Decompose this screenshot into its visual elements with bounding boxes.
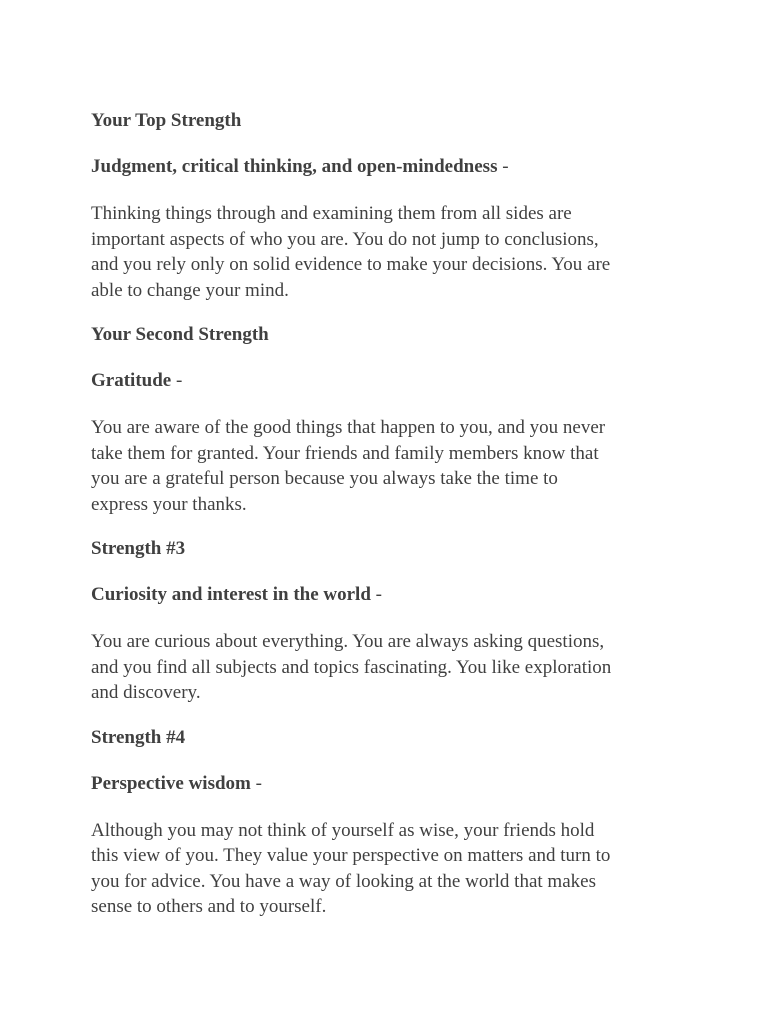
section-heading: Your Top Strength — [91, 110, 242, 131]
strength-name: Curiosity and interest in the world — [91, 584, 371, 605]
description-line: you for advice. You have a way of looking at the world that makes — [91, 870, 596, 892]
description-line: and you rely only on solid evidence to make your decisions. You are — [91, 254, 611, 275]
description-line: you are a grateful person because you always take the time to — [91, 468, 558, 489]
strength-description — [91, 629, 691, 706]
document-page — [91, 109, 691, 940]
section-heading: Your Second Strength — [91, 324, 269, 345]
description-line: You are aware of the good things that happen to you, and you never — [91, 417, 606, 438]
strength-title — [91, 772, 691, 796]
strength-dash: - — [250, 772, 262, 794]
strength-dash: - — [497, 156, 509, 177]
description-line: sense to others and to yourself. — [91, 896, 327, 917]
strength-name: Gratitude — [91, 370, 172, 391]
description-line: You are curious about everything. You are always asking questions, — [91, 631, 605, 652]
strength-section-4 — [91, 726, 691, 920]
strength-description — [91, 415, 691, 517]
description-line: Thinking things through and examining them from all sides are — [91, 203, 572, 224]
description-line: express your thanks. — [91, 493, 247, 515]
description-line: important aspects of who you are. You do not jump to conclusions, — [91, 228, 599, 250]
strength-name: Perspective wisdom — [91, 772, 251, 794]
strength-section-3 — [91, 537, 691, 706]
strength-name: Judgment, critical thinking, and open-mindedness — [91, 156, 498, 177]
strength-dash: - — [370, 584, 382, 605]
strength-title — [91, 583, 691, 607]
strength-description — [91, 201, 691, 303]
strength-dash: - — [171, 370, 183, 391]
description-line: take them for granted. Your friends and family members know that — [91, 442, 599, 464]
strength-section-2 — [91, 323, 691, 517]
description-line: this view of you. They value your perspective on matters and turn to — [91, 845, 611, 866]
description-line: and you find all subjects and topics fascinating. You like exploration — [91, 656, 612, 678]
description-line: and discovery. — [91, 682, 201, 703]
description-line: Although you may not think of yourself as wise, your friends hold — [91, 819, 595, 841]
strength-title — [91, 155, 691, 179]
strength-description — [91, 818, 691, 920]
strength-title — [91, 369, 691, 393]
description-line: able to change your mind. — [91, 279, 289, 301]
section-heading: Strength #4 — [91, 726, 186, 748]
strength-section-1 — [91, 109, 691, 303]
section-heading: Strength #3 — [91, 538, 186, 559]
